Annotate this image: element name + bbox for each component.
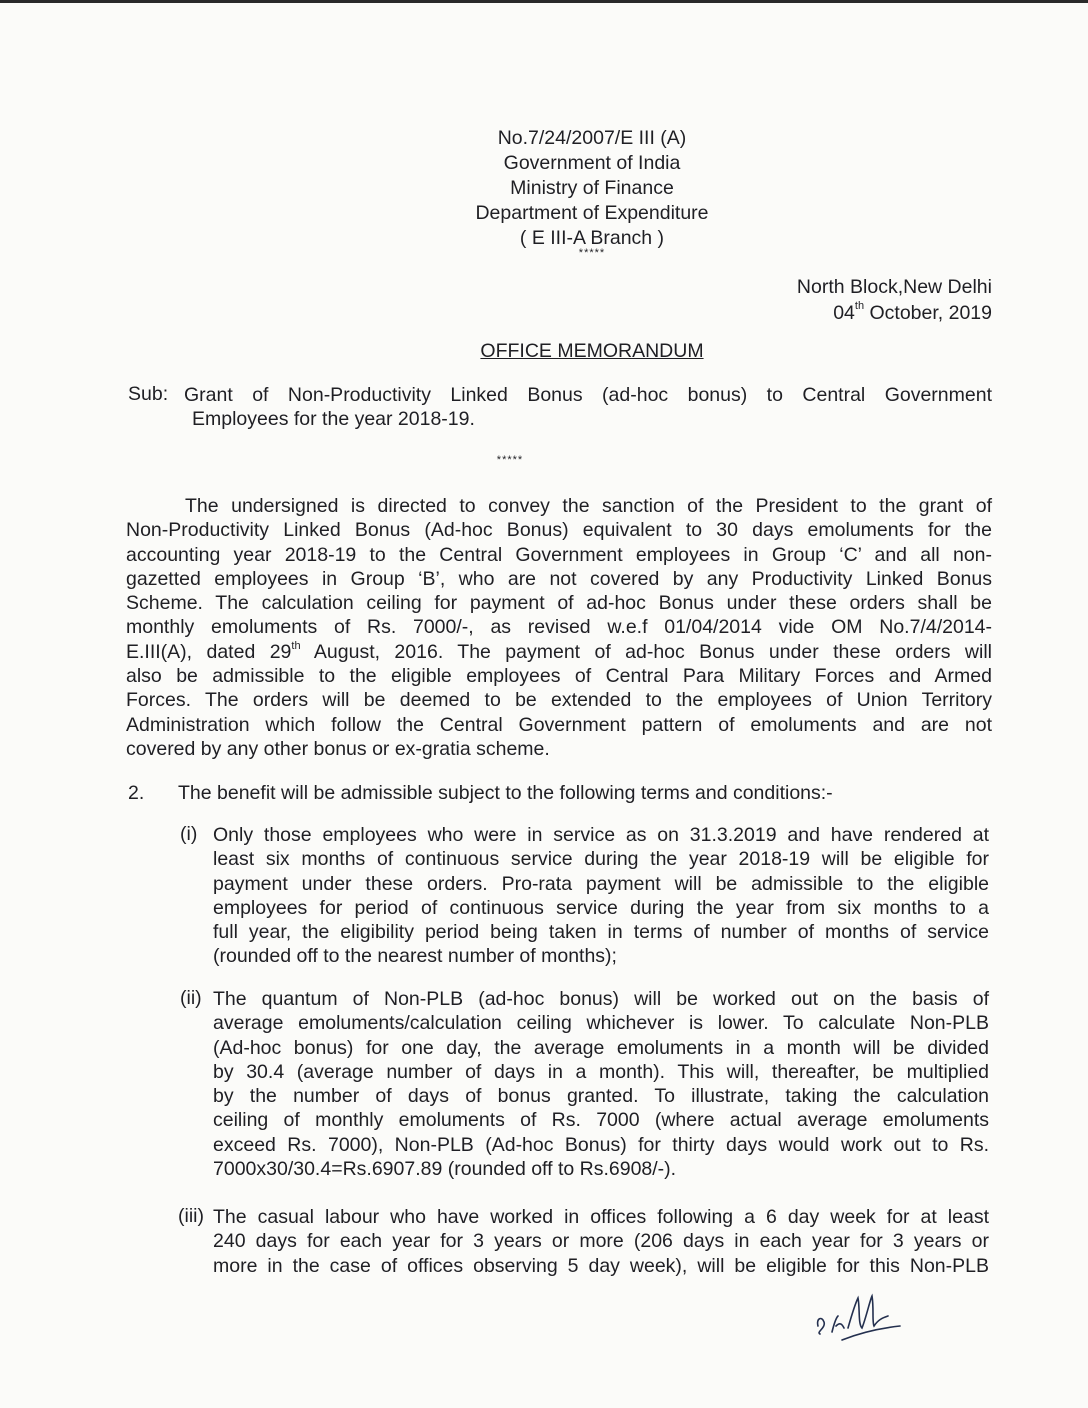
text-line: payment under these orders. Pro-rata payment will be admissible to the eligible bbox=[213, 872, 989, 895]
text-line: The undersigned is directed to convey the sanction of the President to the grant of bbox=[185, 495, 992, 517]
place-and-date bbox=[692, 274, 992, 326]
reference-number: No.7/24/2007/E III (A) bbox=[497, 127, 687, 149]
text-line: accounting year 2018-19 to the Central Government employees in Group ‘C’ and all non- bbox=[126, 543, 992, 566]
place: North Block,New Delhi bbox=[796, 276, 992, 298]
scan-top-edge bbox=[0, 0, 1088, 3]
item-3 bbox=[213, 1205, 989, 1278]
item-3-marker: (iii) bbox=[178, 1205, 204, 1227]
letterhead bbox=[392, 126, 792, 259]
subject-label: Sub: bbox=[128, 383, 169, 405]
text-line: The casual labour who have worked in offices following a 6 day week for at least bbox=[213, 1206, 989, 1228]
text-line: (Ad-hoc bonus) for one day, the average emoluments in a month will be divided bbox=[213, 1036, 989, 1059]
text-line: 240 days for each year for 3 years or more (206 days in each year for 3 years or bbox=[213, 1230, 989, 1253]
header-stars: ***** bbox=[578, 247, 606, 259]
text-line: Forces. The orders will be deemed to be extended to the employees of Union Territory bbox=[126, 689, 992, 712]
text-line: employees for period of continuous service during the year from six months to a bbox=[213, 896, 989, 919]
text-line: Grant of Non-Productivity Linked Bonus (ad-hoc bonus) to Central Government bbox=[184, 384, 992, 406]
text-line: by the number of days of bonus granted. To illustrate, taking the calculation bbox=[213, 1085, 989, 1108]
text-line: Only those employees who were in service as on 31.3.2019 and have rendered at bbox=[213, 824, 989, 846]
date bbox=[692, 300, 992, 326]
text-line: Non-Productivity Linked Bonus (Ad-hoc Bonus) equivalent to 30 days emoluments for the bbox=[126, 519, 992, 542]
text-line: 7000x30/30.4=Rs.6907.89 (rounded off to Rs.6908/-). bbox=[213, 1158, 677, 1181]
date-day: 04 bbox=[833, 302, 855, 324]
text-line: covered by any other bonus or ex-gratia scheme. bbox=[126, 737, 550, 760]
paragraph-1 bbox=[126, 494, 992, 761]
text-line: average emoluments/calculation ceiling whichever is lower. To calculate Non-PLB bbox=[213, 1012, 989, 1035]
text-line: E.III(A), dated 29th August, 2016. The payment of ad-hoc Bonus under these orders will bbox=[126, 639, 992, 663]
text-line: also be admissible to the eligible employees of Central Para Military Forces and Armed bbox=[126, 665, 992, 688]
text-line: more in the case of offices observing 5 day week), will be eligible for this Non-PLB bbox=[213, 1254, 989, 1277]
document-title: OFFICE MEMORANDUM bbox=[480, 340, 704, 362]
separator-stars: ***** bbox=[496, 454, 524, 466]
text-line: exceed Rs. 7000), Non-PLB (Ad-hoc Bonus) for thirty days would work out to Rs. bbox=[213, 1133, 989, 1156]
ministry-name: Ministry of Finance bbox=[510, 177, 674, 199]
item-2 bbox=[213, 987, 989, 1181]
department-name: Department of Expenditure bbox=[475, 202, 709, 224]
date-month-year: October, 2019 bbox=[864, 302, 992, 324]
handwritten-signature bbox=[812, 1288, 902, 1354]
item-1 bbox=[213, 823, 989, 969]
date-day-suffix: th bbox=[854, 300, 865, 312]
paragraph-2-text: The benefit will be admissible subject to the following terms and conditions:- bbox=[178, 782, 833, 804]
text-line: Scheme. The calculation ceiling for payment of ad-hoc Bonus under these orders shall be bbox=[126, 592, 992, 615]
text-line: least six months of continuous service during the year 2018-19 will be eligible for bbox=[213, 848, 989, 871]
text-line: by 30.4 (average number of days in a month). This will, thereafter, be multiplied bbox=[213, 1060, 989, 1083]
item-1-marker: (i) bbox=[180, 823, 198, 845]
paragraph-2-number: 2. bbox=[128, 782, 145, 804]
government-name: Government of India bbox=[503, 152, 681, 174]
text-line: full year, the eligibility period being taken in terms of number of months of service bbox=[213, 921, 989, 944]
text-line: The quantum of Non-PLB (ad-hoc bonus) will be worked out on the basis of bbox=[213, 988, 989, 1010]
text-line: (rounded off to the nearest number of months); bbox=[213, 945, 617, 968]
text-line: gazetted employees in Group ‘B’, who are not covered by any Productivity Linked Bonus bbox=[126, 567, 992, 590]
text-line: Administration which follow the Central Government pattern of emoluments and are not bbox=[126, 713, 992, 736]
item-2-marker: (ii) bbox=[180, 987, 202, 1009]
text-line: Employees for the year 2018-19. bbox=[192, 408, 475, 431]
subject bbox=[184, 383, 992, 432]
branch-name: ( E III-A Branch ) bbox=[519, 227, 665, 249]
text-line: ceiling of monthly emoluments of Rs. 7000 (where actual average emoluments bbox=[213, 1109, 989, 1132]
text-line: monthly emoluments of Rs. 7000/-, as revised w.e.f 01/04/2014 vide OM No.7/4/2014- bbox=[126, 616, 992, 639]
